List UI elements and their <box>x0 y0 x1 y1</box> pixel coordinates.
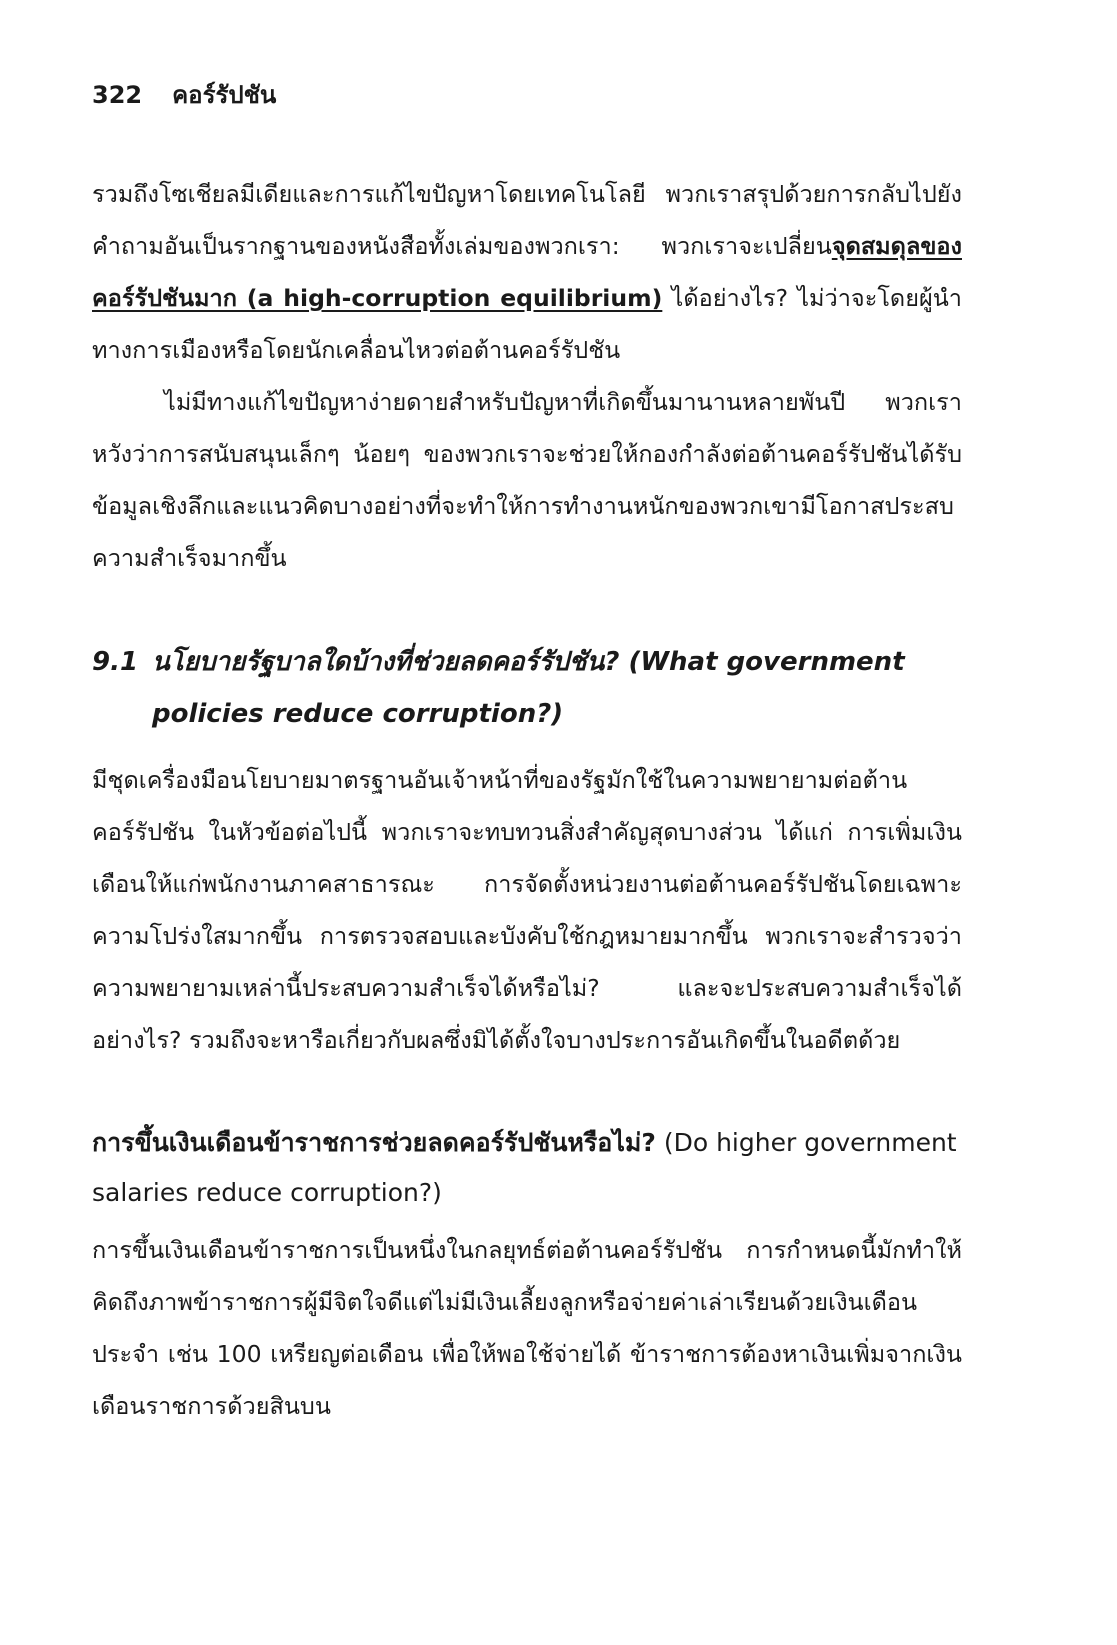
section-paragraph: มีชุดเครื่องมือนโยบายมาตรฐานอันเจ้าหน้าที่ของรัฐมักใช้ในความพยายามต่อต้านคอร์รัปชัน ในหัวข้อต่อไปนี้ พวกเราจะทบทวนสิ่งสำคัญสุดบางส่วน ได้แก่ การเพิ่มเงินเดือนให้แก่พนักงานภาคสาธารณะ การจัดตั้งหน่วยงานต่อต้านคอร์รัปชันโดยเฉพาะ ความโปร่งใสมากขึ้น การตรวจสอบและบังคับใช้กฎหมายมากขึ้น พวกเราจะสำรวจว่าความพยายามเหล่านี้ประสบความสำเร็จได้หรือไม่? และจะประสบความสำเร็จได้อย่างไร? รวมถึงจะหารือเกี่ยวกับผลซึ่งมิได้ตั้งใจบางประการอันเกิดขึ้นในอดีตด้วย <box>92 766 962 1054</box>
book-title: คอร์รัปชัน <box>172 81 277 109</box>
running-header <box>92 78 962 112</box>
section-title: นโยบายรัฐบาลใดบ้างที่ช่วยลดคอร์รัปชัน? (What government policies reduce corruption?) <box>152 647 905 729</box>
intro-paragraph-1-lead: รวมถึงโซเชียลมีเดียและการแก้ไขปัญหาโดยเทคโนโลยี พวกเราสรุปด้วยการกลับไปยังคำถามอันเป็นรากฐานของหนังสือทั้งเล่มของพวกเรา: พวกเราจะเปลี่ยน <box>92 180 962 260</box>
page-number: 322 <box>92 81 143 109</box>
section-heading <box>92 636 962 740</box>
subsection-paragraph: การขึ้นเงินเดือนข้าราชการเป็นหนึ่งในกลยุทธ์ต่อต้านคอร์รัปชัน การกำหนดนี้มักทำให้คิดถึงภาพข้าราชการผู้มีจิตใจดีแต่ไม่มีเงินเลี้ยงลูกหรือจ่ายค่าเล่าเรียนด้วยเงินเดือนประจำ เช่น 100 เหรียญต่อเดือน เพื่อให้พอใช้จ่ายได้ ข้าราชการต้องหาเงินเพิ่มจากเงินเดือนราชการด้วยสินบน <box>92 1236 962 1420</box>
subsection-title-thai: การขึ้นเงินเดือนข้าราชการช่วยลดคอร์รัปชันหรือไม่? <box>92 1128 656 1157</box>
intro-paragraph-1-tail: ได้อย่างไร? ไม่ว่าจะโดยผู้นำทางการเมืองหรือโดยนักเคลื่อนไหวต่อต้านคอร์รัปชัน <box>92 284 962 364</box>
section-number: 9.1 <box>92 647 139 677</box>
intro-paragraph-2: ไม่มีทางแก้ไขปัญหาง่ายดายสำหรับปัญหาที่เกิดขึ้นมานานหลายพันปี พวกเราหวังว่าการสนับสนุนเล็กๆ น้อยๆ ของพวกเราจะช่วยให้กองกำลังต่อต้านคอร์รัปชันได้รับข้อมูลเชิงลึกและแนวคิดบางอย่างที่จะทำให้การทำงานหนักของพวกเขามีโอกาสประสบความสำเร็จมากขึ้น <box>92 388 962 572</box>
intro-paragraph-1 <box>92 168 962 376</box>
key-term-high-corruption-equilibrium: จุดสมดุลของคอร์รัปชันมาก (a high-corruption equilibrium) <box>92 232 962 312</box>
book-page <box>92 78 962 1432</box>
subsection-heading <box>92 1118 962 1218</box>
subsection-title-english: (Do higher government salaries reduce corruption?) <box>92 1128 957 1207</box>
